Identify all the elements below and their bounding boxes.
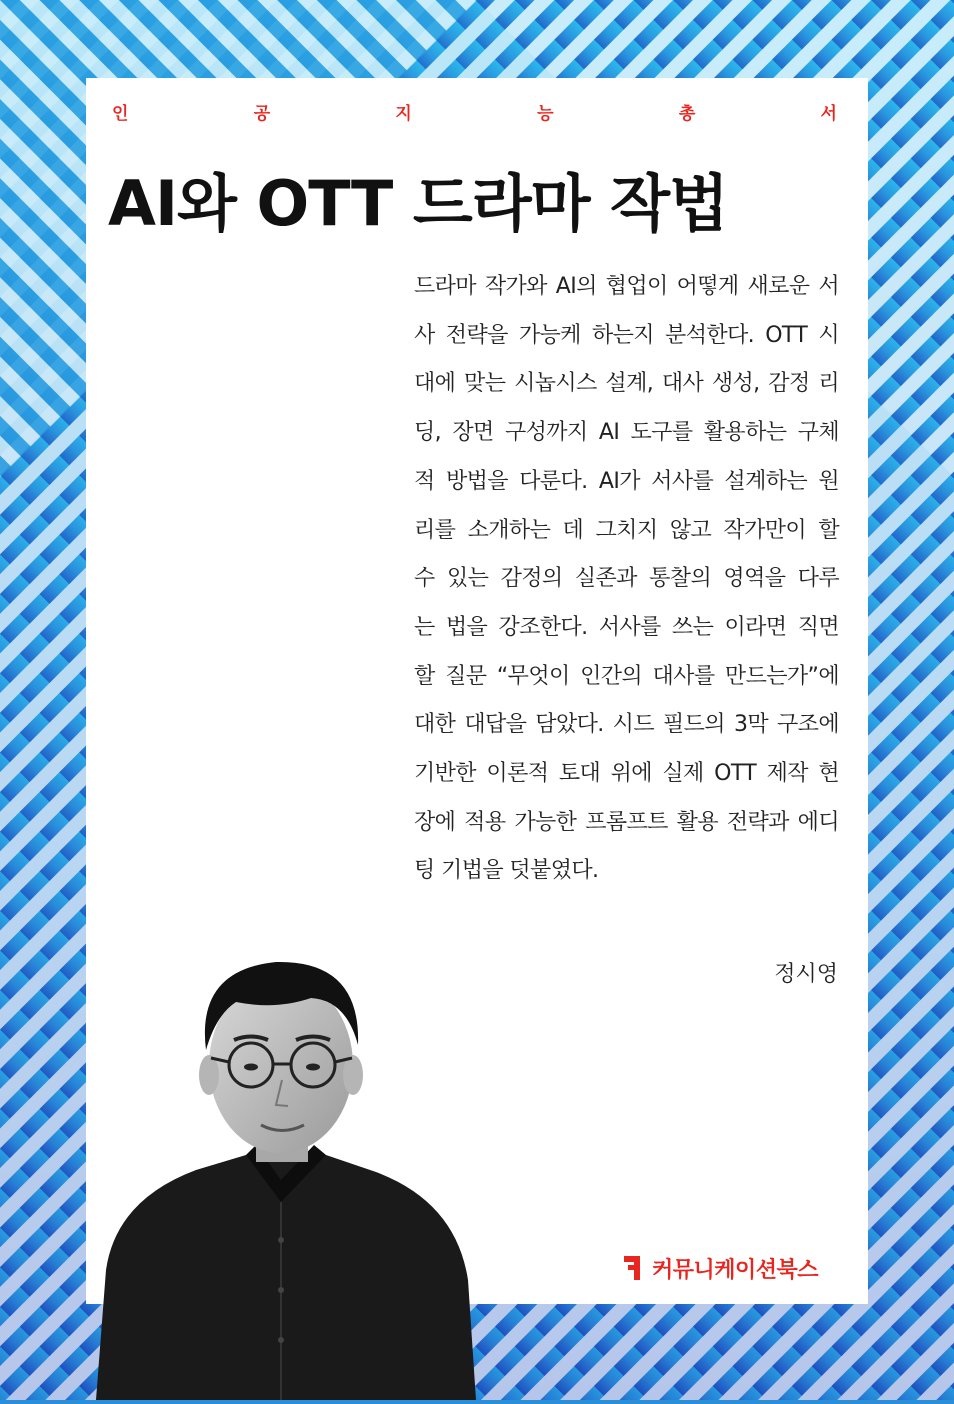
description-line: 딩, 장면 구성까지 AI 도구를 활용하는 구체 [414,420,839,446]
series-char: 지 [395,104,412,124]
series-char: 인 [112,104,129,124]
publisher-logo-icon [622,1253,644,1283]
description-line: 리를 소개하는 데 그치지 않고 작가만이 할 [414,517,839,543]
description-line: 드라마 작가와 AI의 협업이 어떻게 새로운 서 [414,274,839,299]
description-line: 사 전략을 가능케 하는지 분석한다. OTT 시 [414,322,839,348]
description-line: 기반한 이론적 토대 위에 실제 OTT 제작 현 [414,761,839,787]
description-line: 할 질문 “무엇이 인간의 대사를 만드는가”에 [414,663,839,689]
description-line: 수 있는 감정의 실존과 통찰의 영역을 다루 [414,566,839,592]
description-line: 팅 기법을 덧붙였다. [414,858,599,884]
description-line: 대한 대답을 담았다. 시드 필드의 3막 구조에 [414,712,839,738]
series-char: 서 [820,104,837,124]
series-char: 총 [678,104,696,124]
description-line: 는 법을 강조한다. 서사를 쓰는 이라면 직면 [414,614,839,640]
series-label [112,99,837,129]
series-char: 능 [537,104,554,124]
author-name: 정시영 [774,962,838,987]
publisher-name: 커뮤니케이션북스 [652,1257,819,1283]
description-line: 대에 맞는 시놉시스 설계, 대사 생성, 감정 리 [414,371,839,397]
author-portrait-icon [76,940,476,1400]
publisher-brand [622,1252,818,1284]
book-description [414,263,839,896]
description-line: 장에 적용 가능한 프롬프트 활용 전략과 에디 [414,809,839,835]
description-line: 적 방법을 다룬다. AI가 서사를 설계하는 원 [414,468,839,494]
series-char: 공 [253,104,271,124]
book-title: AI와 OTT 드라마 작법 [108,167,728,240]
